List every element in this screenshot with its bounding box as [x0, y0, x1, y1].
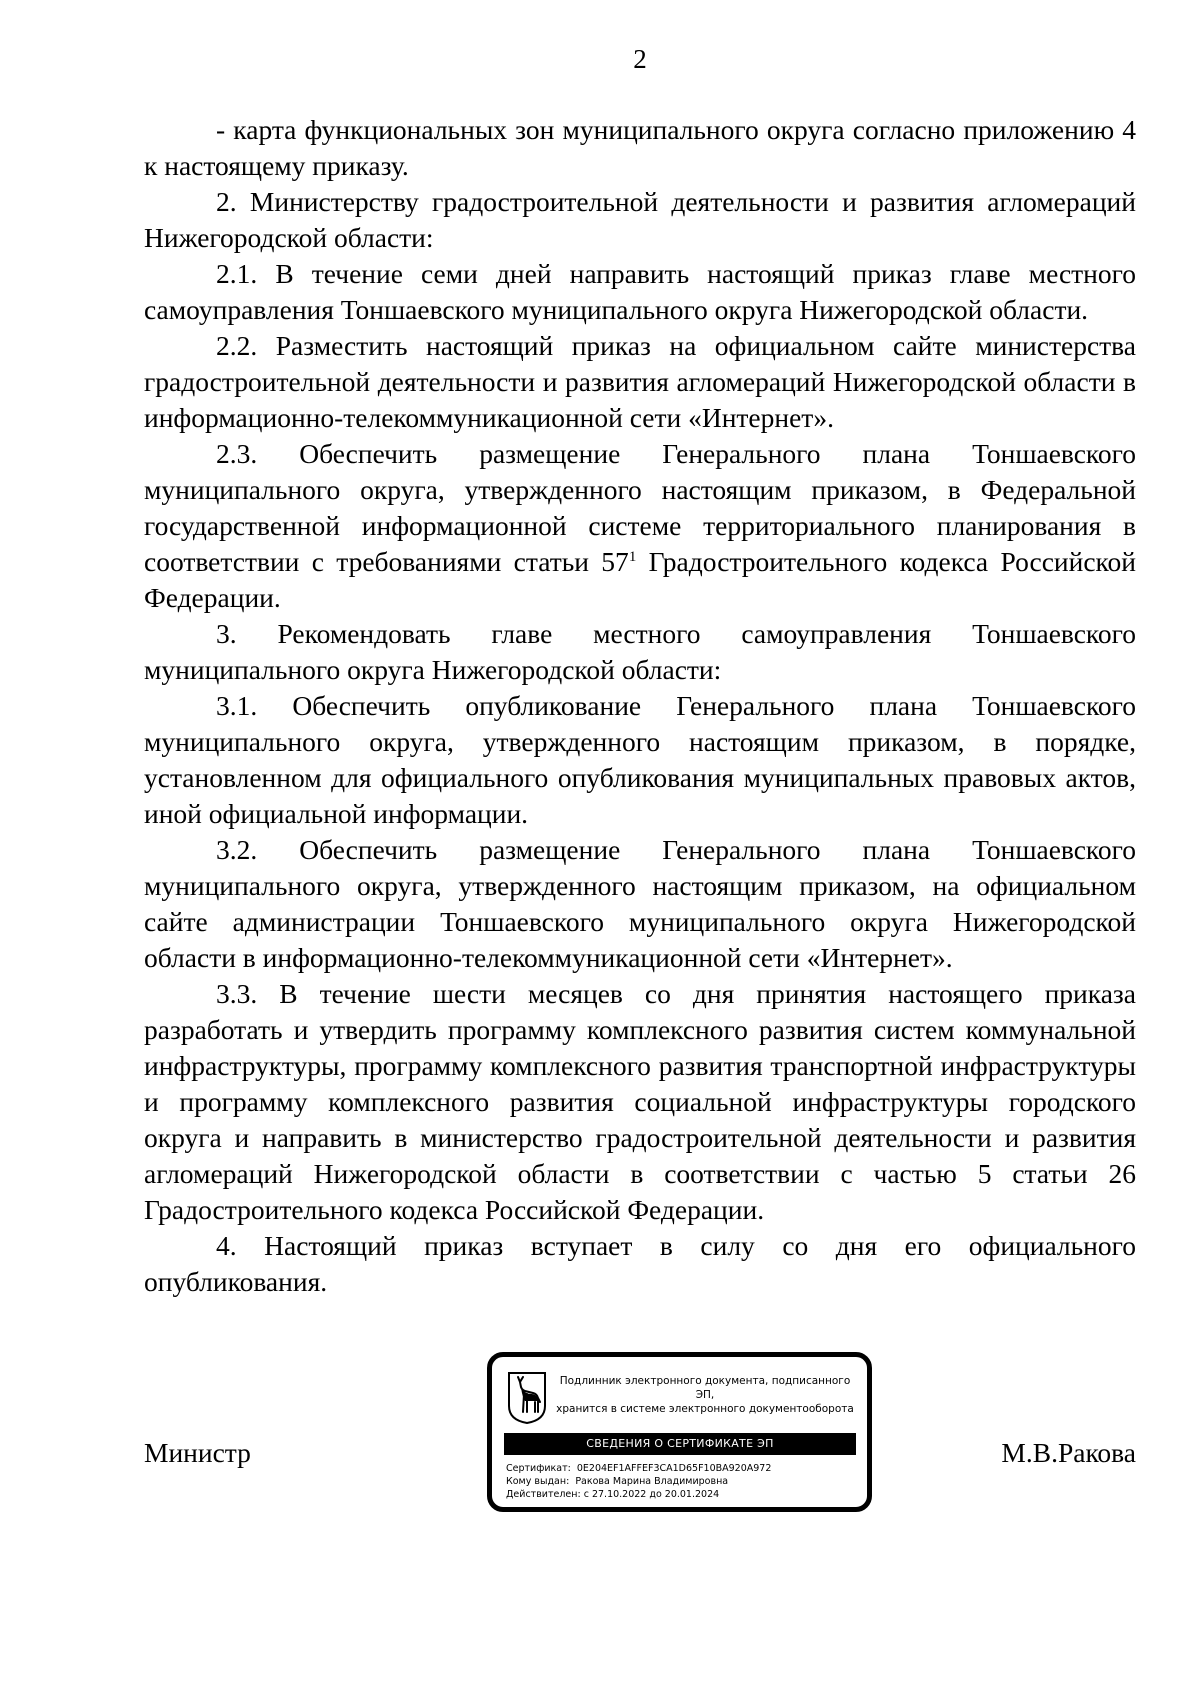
electronic-signature-stamp: [487, 1352, 872, 1512]
deer-emblem-icon: [508, 1372, 546, 1424]
issued-to-label: Кому выдан:: [506, 1476, 570, 1487]
paragraph-functional-zones-map: - карта функциональных зон муниципального округа согласно приложению 4 к настоящему приказу.: [144, 114, 1136, 181]
certificate-value: 0E204EF1AFFEF3CA1D65F10BA920A972: [576, 1463, 772, 1474]
certificate-row: [506, 1462, 858, 1475]
certificate-details: [506, 1462, 858, 1501]
document-body: [144, 112, 1136, 1300]
paragraph-item-2-1: 2.1. В течение семи дней направить настоящий приказ главе местного самоуправления Тоншаевского муниципального округа Нижегородской области.: [144, 258, 1136, 325]
paragraph-item-2-3-text: 2.3. Обеспечить размещение Генерального плана Тоншаевского муниципального округа, утвержденного настоящим приказом, в Федеральной государственной информационной системе территориального планирования в соответствии с требованиями статьи 57: [144, 438, 1136, 577]
paragraph-item-2-3-tail: Градостроительного кодекса Российской Федерации.: [144, 546, 1136, 613]
valid-label: Действителен:: [506, 1489, 581, 1500]
paragraph-item-3-1: 3.1. Обеспечить опубликование Генерального плана Тоншаевского муниципального округа, утвержденного настоящим приказом, в порядке, установленном для официального опубликования муниципальных правовых актов, иной официальной информации.: [144, 690, 1136, 829]
signatory-name: М.В.Ракова: [1001, 1437, 1136, 1468]
stamp-header-line-2: хранится в системе электронного документооборота: [556, 1403, 854, 1415]
certificate-label: Сертификат:: [506, 1463, 571, 1474]
paragraph-item-3-2: 3.2. Обеспечить размещение Генерального плана Тоншаевского муниципального округа, утвержденного настоящим приказом, на официальном сайте администрации Тоншаевского муниципального округа Нижегородской области в информационно-телекоммуникационной сети «Интернет».: [144, 834, 1136, 973]
page-number: 2: [633, 44, 647, 74]
issued-to-value: Ракова Марина Владимировна: [575, 1476, 729, 1487]
stamp-header: [550, 1374, 860, 1416]
paragraph-item-3: 3. Рекомендовать главе местного самоуправления Тоншаевского муниципального округа Нижегородской области:: [144, 618, 1136, 685]
issued-to-row: [506, 1475, 858, 1488]
paragraph-item-4: 4. Настоящий приказ вступает в силу со дня его официального опубликования.: [144, 1230, 1136, 1297]
certificate-info-bar: СВЕДЕНИЯ О СЕРТИФИКАТЕ ЭП: [504, 1433, 856, 1455]
paragraph-item-2: 2. Министерству градостроительной деятельности и развития агломераций Нижегородской области:: [144, 186, 1136, 253]
paragraph-item-3-3: 3.3. В течение шести месяцев со дня принятия настоящего приказа разработать и утвердить программу комплексного развития систем коммунальной инфраструктуры, программу комплексного развития транспортной инфраструктуры и программу комплексного развития социальной инфраструктуры городского округа и направить в министерство градостроительной деятельности и развития агломераций Нижегородской области в соответствии с частью 5 статьи 26 Градостроительного кодекса Российской Федерации.: [144, 978, 1136, 1225]
paragraph-item-2-3: [144, 436, 1136, 616]
article-superscript: 1: [628, 548, 637, 565]
valid-value: с 27.10.2022 до 20.01.2024: [583, 1489, 720, 1500]
stamp-header-line-1: Подлинник электронного документа, подписанного ЭП,: [559, 1375, 851, 1401]
signatory-title: Министр: [144, 1437, 251, 1468]
paragraph-item-2-2: 2.2. Разместить настоящий приказ на официальном сайте министерства градостроительной деятельности и развития агломераций Нижегородской области в информационно-телекоммуникационной сети «Интернет».: [144, 330, 1136, 433]
valid-row: [506, 1488, 858, 1501]
